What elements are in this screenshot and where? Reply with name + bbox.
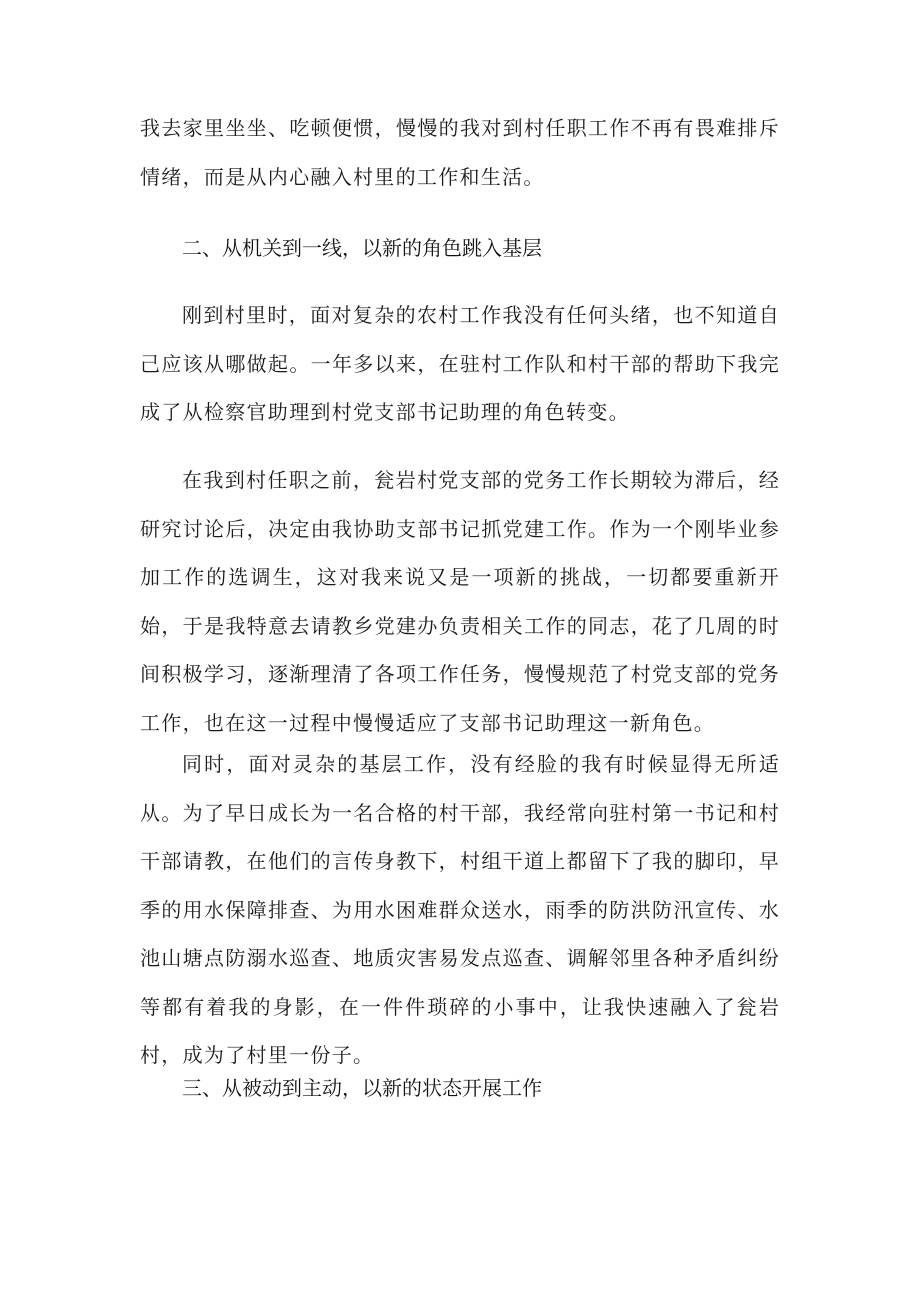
paragraph-2: 在我到村任职之前，瓮岩村党支部的党务工作长期较为滞后，经研究讨论后，决定由我协助支部书记抓党建工作。作为一个刚毕业参加工作的选调生，这对我来说又是一项新的挑战，一切都要重新开始，于是我特意去请教乡党建办负责相关工作的同志，花了几周的时间积极学习，逐渐理清了各项工作任务，慢慢规范了村党支部的党务工作，也在这一过程中慢慢适应了支部书记助理这一新角色。 [140, 468, 780, 735]
paragraph-continued: 我去家里坐坐、吃顿便惯，慢慢的我对到村任职工作不再有畏难排斥情绪，而是从内心融入村里的工作和生活。 [140, 116, 780, 189]
section-heading-2: 二、从机关到一线，以新的角色跳入基层 [182, 236, 542, 260]
section-heading-3: 三、从被动到主动，以新的状态开展工作 [182, 1076, 542, 1100]
paragraph-1: 刚到村里时，面对复杂的农村工作我没有任何头绪，也不知道自己应该从哪做起。一年多以来，在驻村工作队和村干部的帮助下我完成了从检察官助理到村党支部书记助理的角色转变。 [140, 303, 780, 424]
paragraph-3: 同时，面对灵杂的基层工作，没有经脸的我有时候显得无所适从。为了早日成长为一名合格的村干部，我经常向驻村第一书记和村干部请教，在他们的言传身教下，村组干道上都留下了我的脚印，早季的用水保障排查、为用水困难群众送水，雨季的防洪防汛宣传、水池山塘点防溺水巡查、地质灾害易发点巡查、调解邻里各种矛盾纠纷等都有着我的身影，在一件件琐碎的小事中，让我快速融入了瓮岩村，成为了村里一份子。 [140, 752, 780, 1067]
